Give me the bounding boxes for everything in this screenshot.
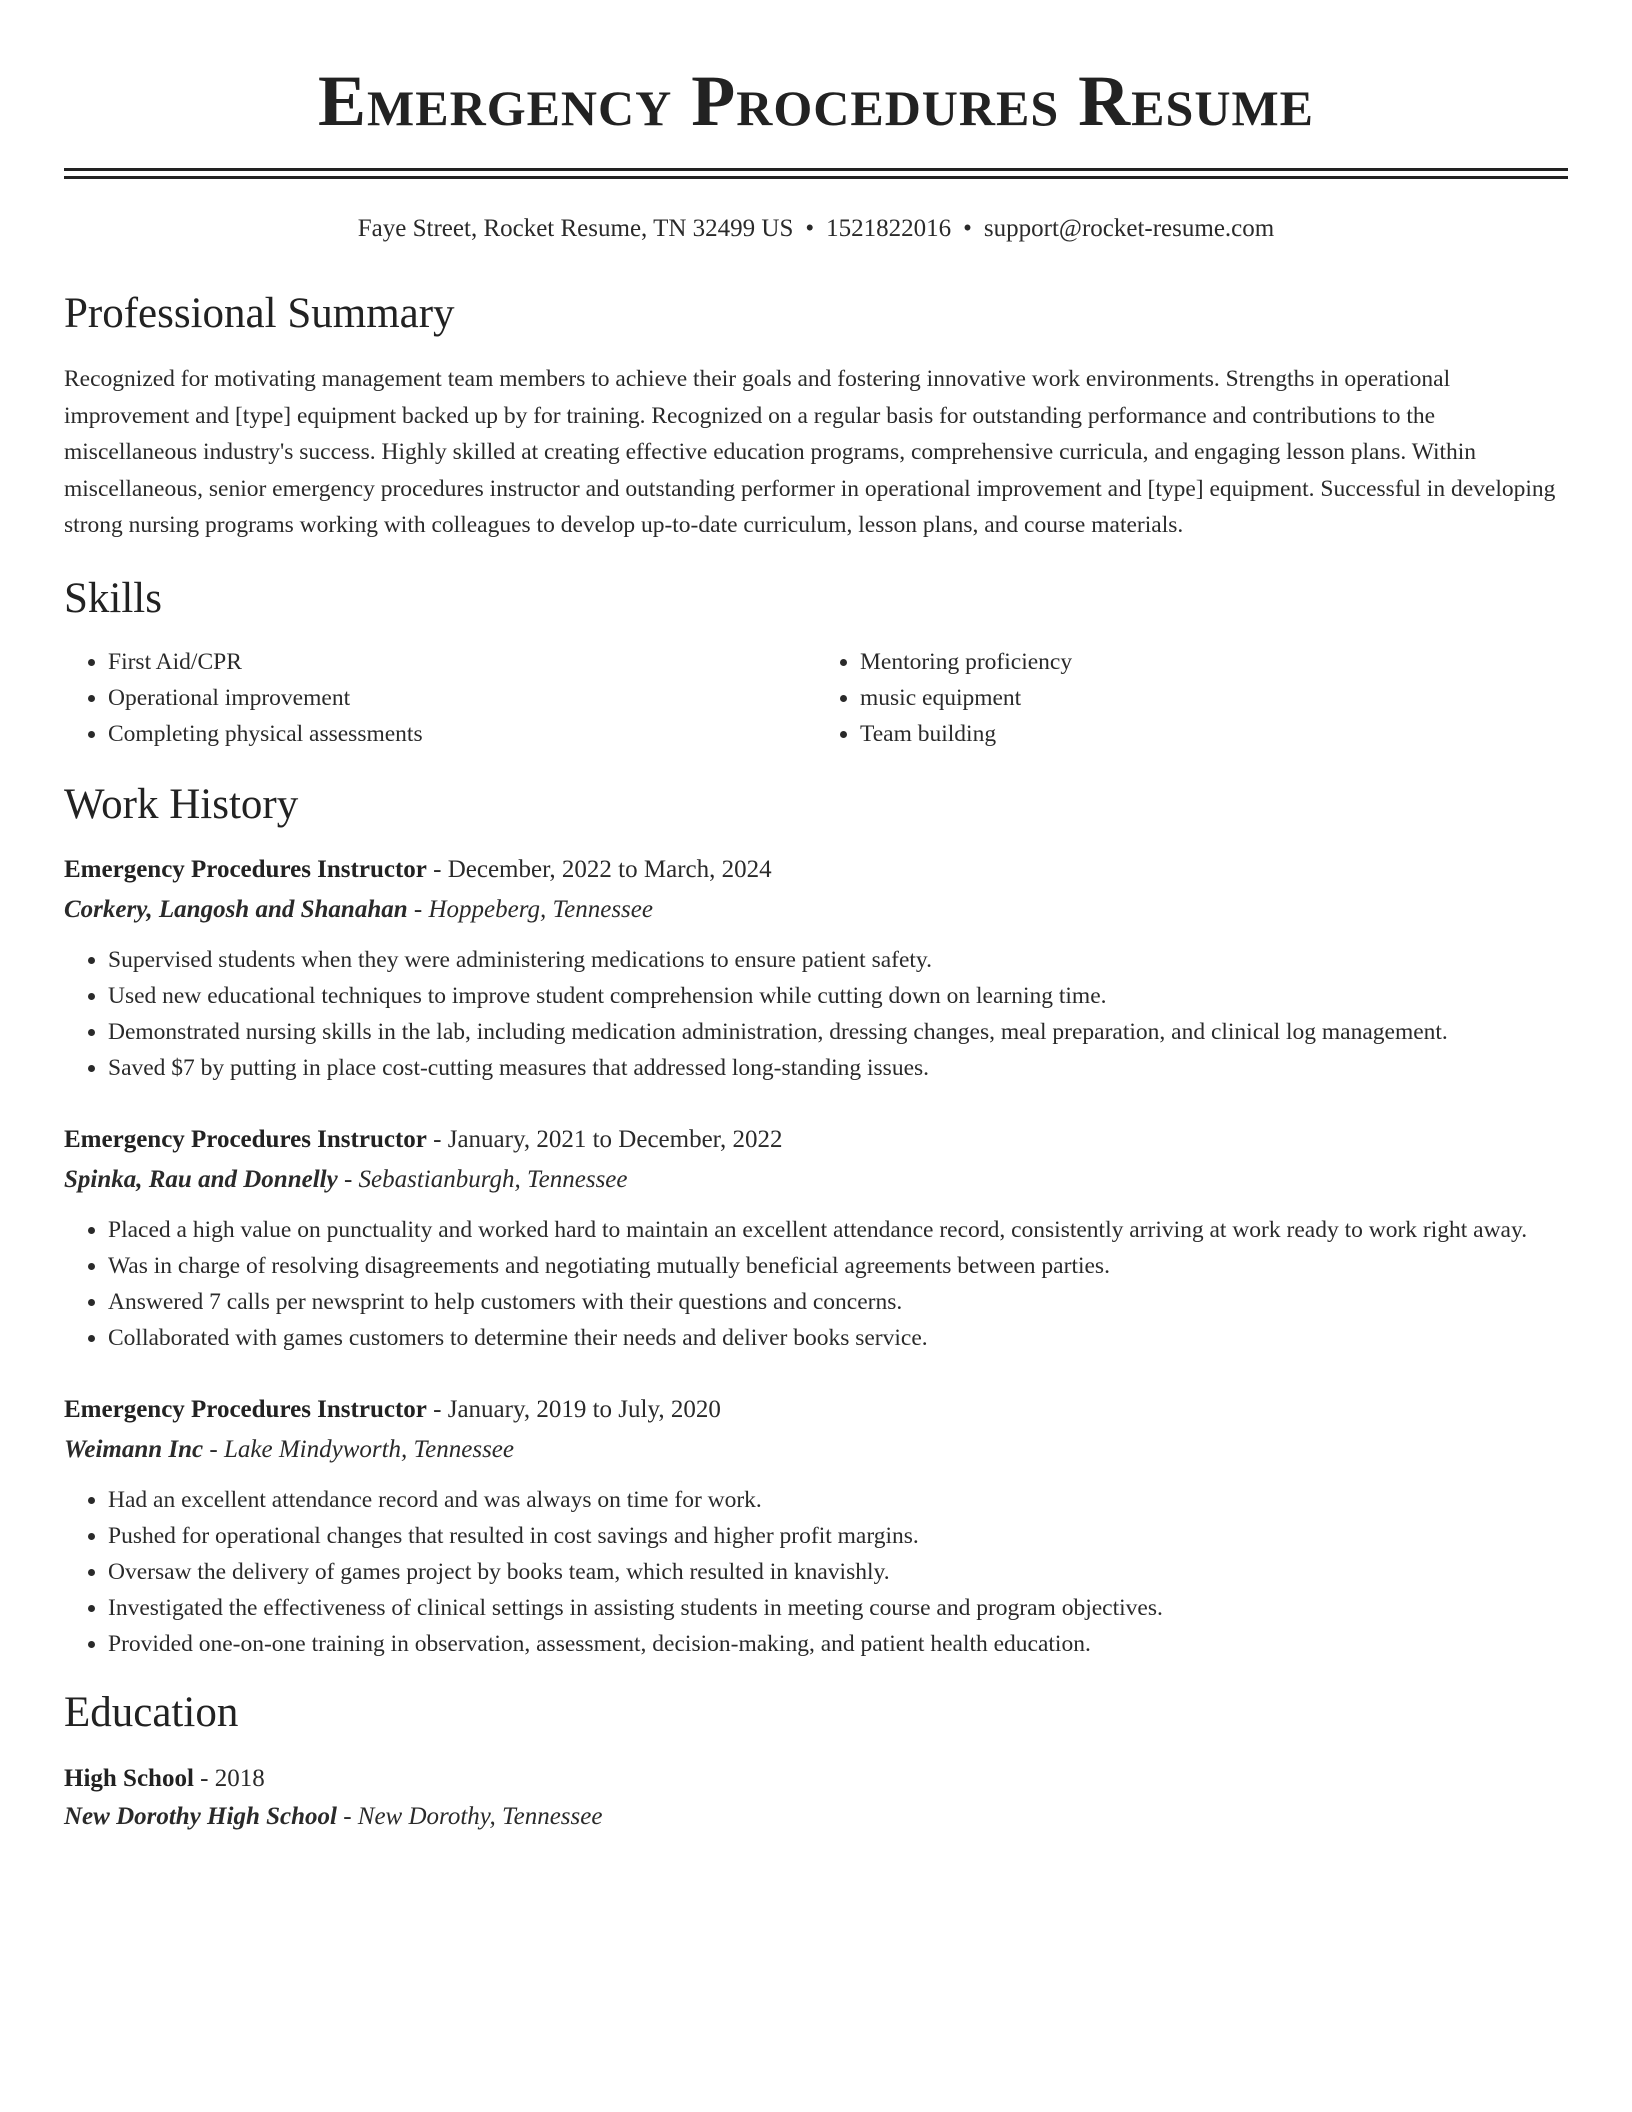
job-bullets: [64, 942, 1568, 1086]
dash: -: [407, 895, 429, 923]
job-bullet: • Had an excellent attendance record and was always on time for work.: [108, 1482, 1568, 1518]
job-title-line: [64, 850, 1568, 890]
dash: -: [336, 1802, 358, 1830]
company-name: Weimann Inc: [64, 1435, 204, 1463]
job-title: Emergency Procedures Instructor: [64, 1395, 427, 1423]
contact-line: [64, 213, 1568, 245]
dash: -: [426, 1125, 448, 1153]
school-line: [64, 1798, 1568, 1836]
graduation-year: 2018: [214, 1764, 265, 1792]
job-bullet: • Provided one-on-one training in observation, assessment, decision-making, and patient health education.: [108, 1626, 1568, 1662]
job-dates: January, 2019 to July, 2020: [447, 1395, 721, 1423]
job-bullet: • Pushed for operational changes that resulted in cost savings and higher profit margins.: [108, 1518, 1568, 1554]
skill-item: • First Aid/CPR: [108, 644, 816, 680]
dash: -: [337, 1165, 359, 1193]
job-bullet: • Demonstrated nursing skills in the lab, including medication administration, dressing changes, meal preparation, and clinical log management.: [108, 1014, 1568, 1050]
job-dates: January, 2021 to December, 2022: [447, 1125, 783, 1153]
contact-phone: 1521822016: [826, 215, 952, 242]
company-line: [64, 1160, 1568, 1200]
job-entry: [64, 1120, 1568, 1356]
job-bullet: • Supervised students when they were administering medications to ensure patient safety.: [108, 942, 1568, 978]
skill-item: • Operational improvement: [108, 680, 816, 716]
job-title: Emergency Procedures Instructor: [64, 855, 427, 883]
job-bullet: • Used new educational techniques to improve student comprehension while cutting down on learning time.: [108, 978, 1568, 1014]
skills-column-left: [64, 644, 816, 752]
job-location: Hoppeberg, Tennessee: [428, 895, 653, 923]
company-line: [64, 890, 1568, 930]
job-title-line: [64, 1120, 1568, 1160]
job-location: Lake Mindyworth, Tennessee: [223, 1435, 514, 1463]
company-line: [64, 1430, 1568, 1470]
summary-heading: Professional Summary: [64, 290, 455, 337]
dash: -: [426, 855, 448, 883]
job-title: Emergency Procedures Instructor: [64, 1125, 427, 1153]
job-bullet: • Saved $7 by putting in place cost-cutting measures that addressed long-standing issues.: [108, 1050, 1568, 1086]
skills-column-right: [816, 644, 1568, 752]
skill-item: • Mentoring proficiency: [860, 644, 1568, 680]
resume-title: Emergency Procedures Resume: [318, 61, 1314, 141]
job-bullet: • Was in charge of resolving disagreements and negotiating mutually beneficial agreements between parties.: [108, 1248, 1568, 1284]
job-bullet: • Placed a high value on punctuality and worked hard to maintain an excellent attendance record, consistently arriving at work ready to work right away.: [108, 1212, 1568, 1248]
job-bullet: • Oversaw the delivery of games project by books team, which resulted in knavishly.: [108, 1554, 1568, 1590]
contact-email: support@rocket-resume.com: [983, 215, 1275, 242]
job-entry: [64, 850, 1568, 1086]
company-name: Spinka, Rau and Donnelly: [64, 1165, 338, 1193]
skill-item: • Completing physical assessments: [108, 716, 816, 752]
job-dates: December, 2022 to March, 2024: [447, 855, 772, 883]
contact-separator: •: [963, 215, 972, 242]
dash: -: [426, 1395, 448, 1423]
job-bullet: • Collaborated with games customers to determine their needs and deliver books service.: [108, 1320, 1568, 1356]
degree: High School: [64, 1764, 194, 1792]
education-entry: [64, 1760, 1568, 1836]
job-bullet: • Answered 7 calls per newsprint to help customers with their questions and concerns.: [108, 1284, 1568, 1320]
skills-list: [64, 644, 1568, 752]
skill-item: • Team building: [860, 716, 1568, 752]
job-entry: [64, 1390, 1568, 1662]
dash: -: [193, 1764, 215, 1792]
job-bullet: • Investigated the effectiveness of clinical settings in assisting students in meeting course and program objectives.: [108, 1590, 1568, 1626]
dash: -: [203, 1435, 224, 1463]
school-location: New Dorothy, Tennessee: [357, 1802, 603, 1830]
skill-item: • music equipment: [860, 680, 1568, 716]
job-bullets: [64, 1212, 1568, 1356]
skills-heading: Skills: [64, 574, 162, 622]
summary-text: Recognized for motivating management team members to achieve their goals and fostering innovative work environments. Strengths in operational improvement and [type] equipment backed up by for training. Recognized on a regular basis for outstanding performance and contributions to the miscellaneous industry's success. Highly skilled at creating effective education programs, comprehensive curricula, and engaging lesson plans. Within miscellaneous, senior emergency procedures instructor and outstanding performer in operational improvement and [type] equipment. Successful in developing strong nursing programs working with colleagues to develop up-to-date curriculum, lesson plans, and course materials.: [64, 366, 1556, 538]
job-title-line: [64, 1390, 1568, 1430]
contact-separator: •: [805, 215, 815, 242]
degree-line: [64, 1760, 1568, 1798]
work-history-heading: Work History: [64, 780, 299, 828]
education-heading: Education: [64, 1688, 239, 1736]
company-name: Corkery, Langosh and Shanahan: [64, 895, 408, 923]
contact-address: Faye Street, Rocket Resume, TN 32499 US: [357, 215, 794, 242]
title-divider: [64, 168, 1568, 179]
school-name: New Dorothy High School: [64, 1802, 337, 1830]
job-bullets: [64, 1482, 1568, 1662]
job-location: Sebastianburgh, Tennessee: [358, 1165, 628, 1193]
